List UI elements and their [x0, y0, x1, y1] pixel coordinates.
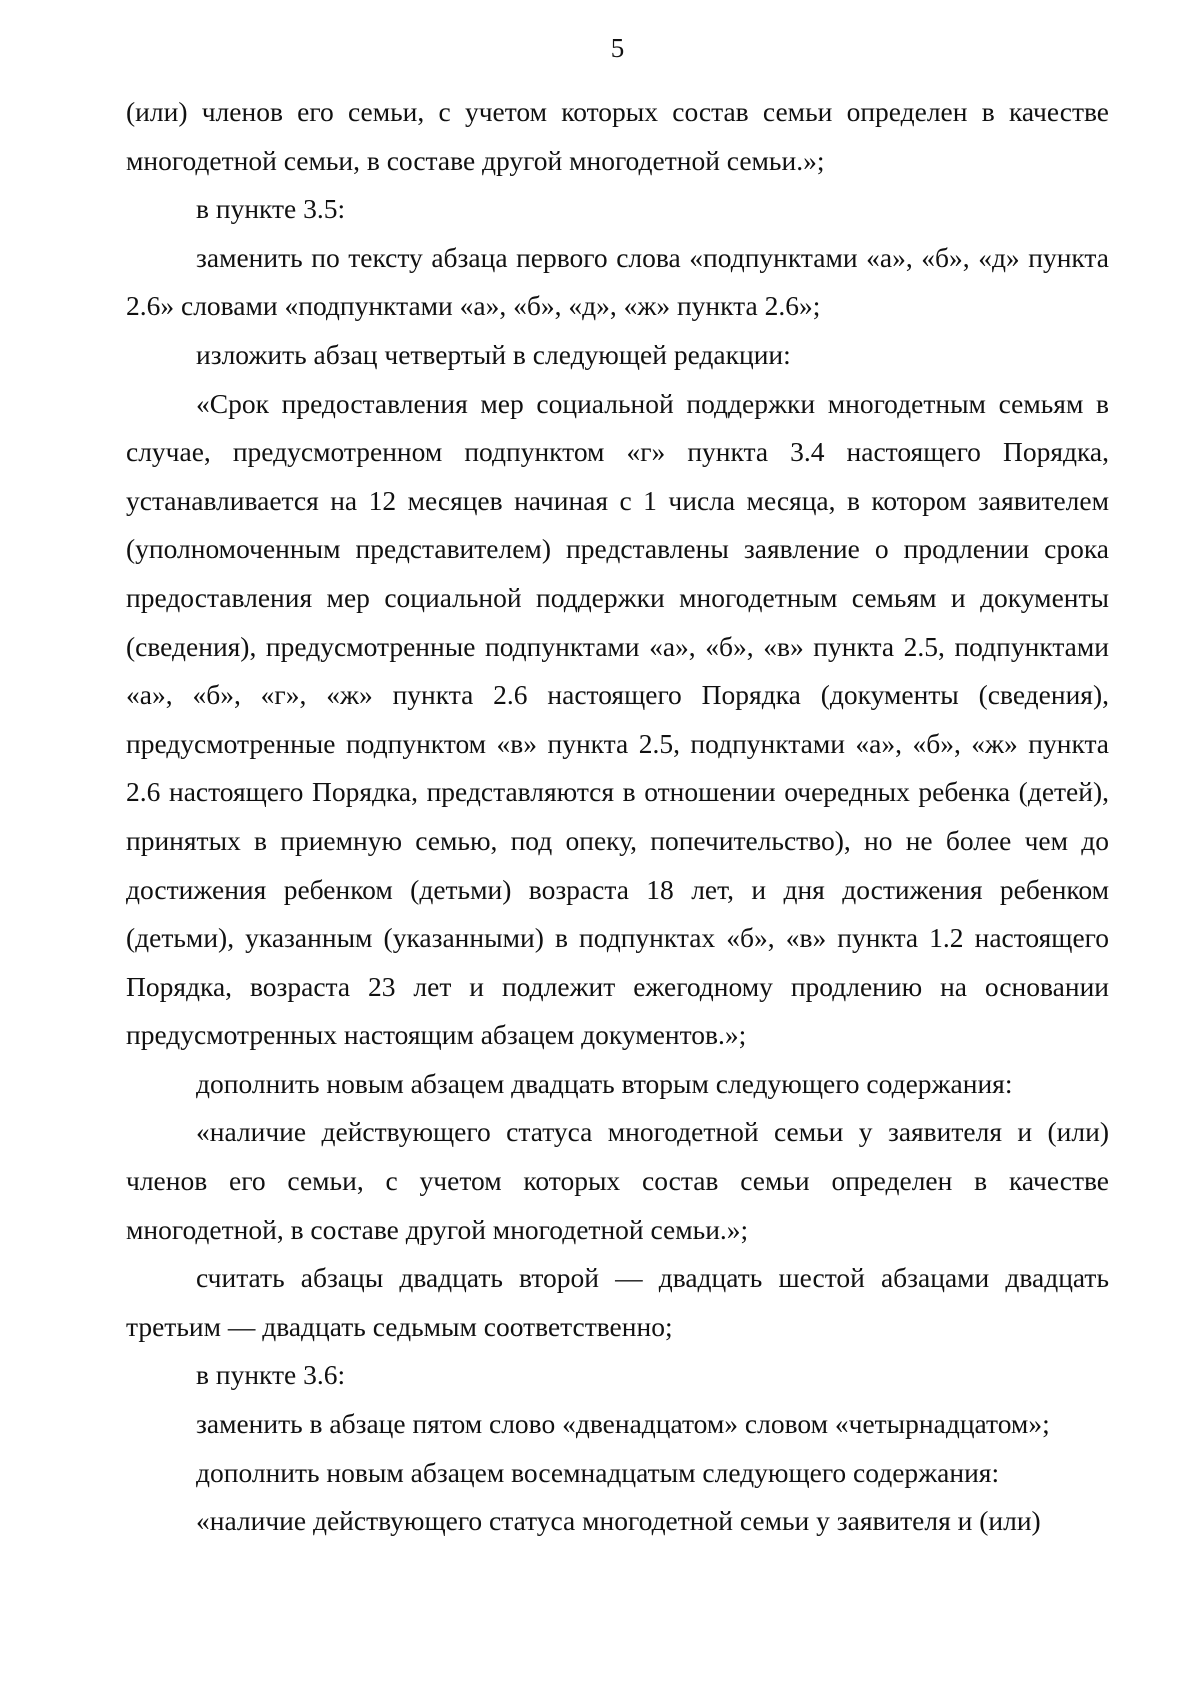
paragraph: заменить в абзаце пятом слово «двенадцатом» словом «четырнадцатом»; [196, 1408, 1050, 1440]
paragraph: «Срок предоставления мер социальной поддержки многодетным семьям в случае, предусмотренном подпунктом «г» пункта 3.4 настоящего Порядка, устанавливается на 12 месяцев начиная с 1 числа месяца, в котором заявителем (уполномоченным представителем) представлены заявление о продлении срока предоставления мер социальной поддержки многодетным семьям и документы (сведения), предусмотренные подпунктами «а», «б», «в» пункта 2.5, подпунктами «а», «б», «г», «ж» пункта 2.6 настоящего Порядка (документы (сведения), предусмотренные подпунктом «в» пункта 2.5, подпунктами «а», «б», «ж» пункта 2.6 настоящего Порядка, представляются в отношении очередных ребенка (детей), принятых в приемную семью, под опеку, попечительство), но не более чем до достижения ребенком (детьми) возраста 18 лет, и дня достижения ребенком (детьми), указанным (указанными) в подпунктах «б», «в» пункта 1.2 настоящего Порядка, возраста 23 лет и подлежит ежегодному продлению на основании предусмотренных настоящим абзацем документов.»; [126, 387, 1109, 1051]
paragraph: изложить абзац четвертый в следующей редакции: [196, 338, 791, 370]
paragraph: «наличие действующего статуса многодетной семьи у заявителя и (или) [196, 1505, 1041, 1537]
paragraph: «наличие действующего статуса многодетной семьи у заявителя и (или) членов его семьи, с учетом которых состав семьи определен в качестве многодетной, в составе другой многодетной семьи.»; [126, 1116, 1109, 1245]
paragraph: (или) членов его семьи, с учетом которых состав семьи определен в качестве многодетной семьи, в составе другой многодетной семьи.»; [126, 96, 1109, 176]
paragraph: в пункте 3.5: [196, 193, 346, 225]
paragraph: считать абзацы двадцать второй — двадцать шестой абзацами двадцать третьим — двадцать седьмым соответственно; [126, 1262, 1109, 1342]
paragraph: дополнить новым абзацем восемнадцатым следующего содержания: [196, 1456, 1000, 1488]
document-body [126, 88, 1109, 1546]
page-number: 5 [610, 33, 625, 63]
paragraph: заменить по тексту абзаца первого слова «подпунктами «а», «б», «д» пункта 2.6» словами «подпунктами «а», «б», «д», «ж» пункта 2.6»; [126, 241, 1109, 322]
paragraph: дополнить новым абзацем двадцать вторым следующего содержания: [196, 1067, 1013, 1099]
paragraph: в пункте 3.6: [196, 1359, 346, 1391]
